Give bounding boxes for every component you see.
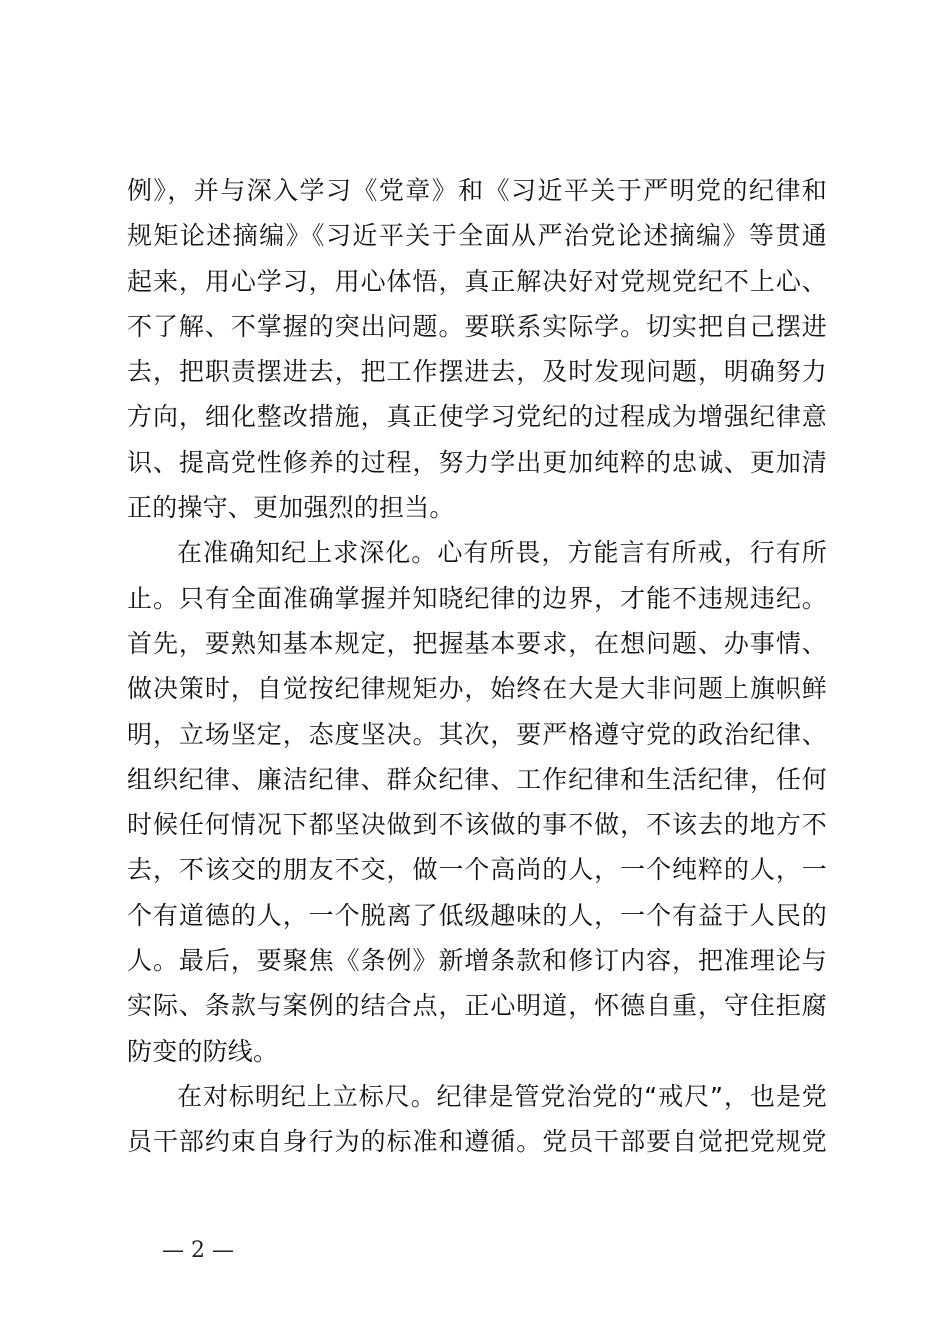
text-line: 正的操守、更加强烈的担当。: [127, 493, 455, 523]
text-line: 规矩论述摘编》《习近平关于全面从严治党论述摘编》等贯通: [127, 221, 827, 251]
text-line: 去，不该交的朋友不交，做一个高尚的人，一个纯粹的人，一: [127, 855, 827, 885]
text-line: 例》，并与深入学习《党章》和《习近平关于严明党的纪律和: [127, 176, 827, 205]
page-number: — 2 —: [162, 1238, 234, 1263]
text-line: 人。最后，要聚焦《条例》新增条款和修订内容，把准理论与: [127, 946, 827, 976]
text-line: 识、提高党性修养的过程，努力学出更加纯粹的忠诚、更加清: [127, 447, 827, 477]
text-line: 首先，要熟知基本规定，把握基本要求，在想问题、办事情、: [127, 628, 827, 658]
text-line: 去，把职责摆进去，把工作摆进去，及时发现问题，明确努力: [127, 357, 827, 387]
text-line: 实际、条款与案例的结合点，正心明道，怀德自重，守住拒腐: [127, 991, 827, 1021]
text-line: 不了解、不掌握的突出问题。要联系实际学。切实把自己摆进: [127, 311, 827, 341]
text-line: 个有道德的人，一个脱离了低级趣味的人，一个有益于人民的: [127, 900, 827, 930]
text-line: 明，立场坚定，态度坚决。其次，要严格遵守党的政治纪律、: [127, 719, 827, 749]
text-line: 防变的防线。: [127, 1036, 279, 1066]
body-text: [127, 168, 827, 1165]
text-line: 组织纪律、廉洁纪律、群众纪律、工作纪律和生活纪律，任何: [127, 764, 827, 794]
text-line: 起来，用心学习，用心体悟，真正解决好对党规党纪不上心、: [127, 266, 827, 296]
paragraph-start-line: 在准确知纪上求深化。心有所畏，方能言有所戒，行有所: [177, 538, 827, 568]
text-line: 做决策时，自觉按纪律规矩办，始终在大是大非问题上旗帜鲜: [127, 674, 827, 704]
text-line: 时候任何情况下都坚决做到不该做的事不做，不该去的地方不: [127, 810, 827, 840]
text-line: 止。只有全面准确掌握并知晓纪律的边界，才能不违规违纪。: [127, 583, 827, 613]
text-line: 员干部约束自身行为的标准和遵循。党员干部要自觉把党规党: [127, 1127, 827, 1157]
paragraph-start-line: 在对标明纪上立标尺。纪律是管党治党的“戒尺”，也是党: [177, 1081, 827, 1111]
text-line: 方向，细化整改措施，真正使学习党纪的过程成为增强纪律意: [127, 402, 827, 432]
